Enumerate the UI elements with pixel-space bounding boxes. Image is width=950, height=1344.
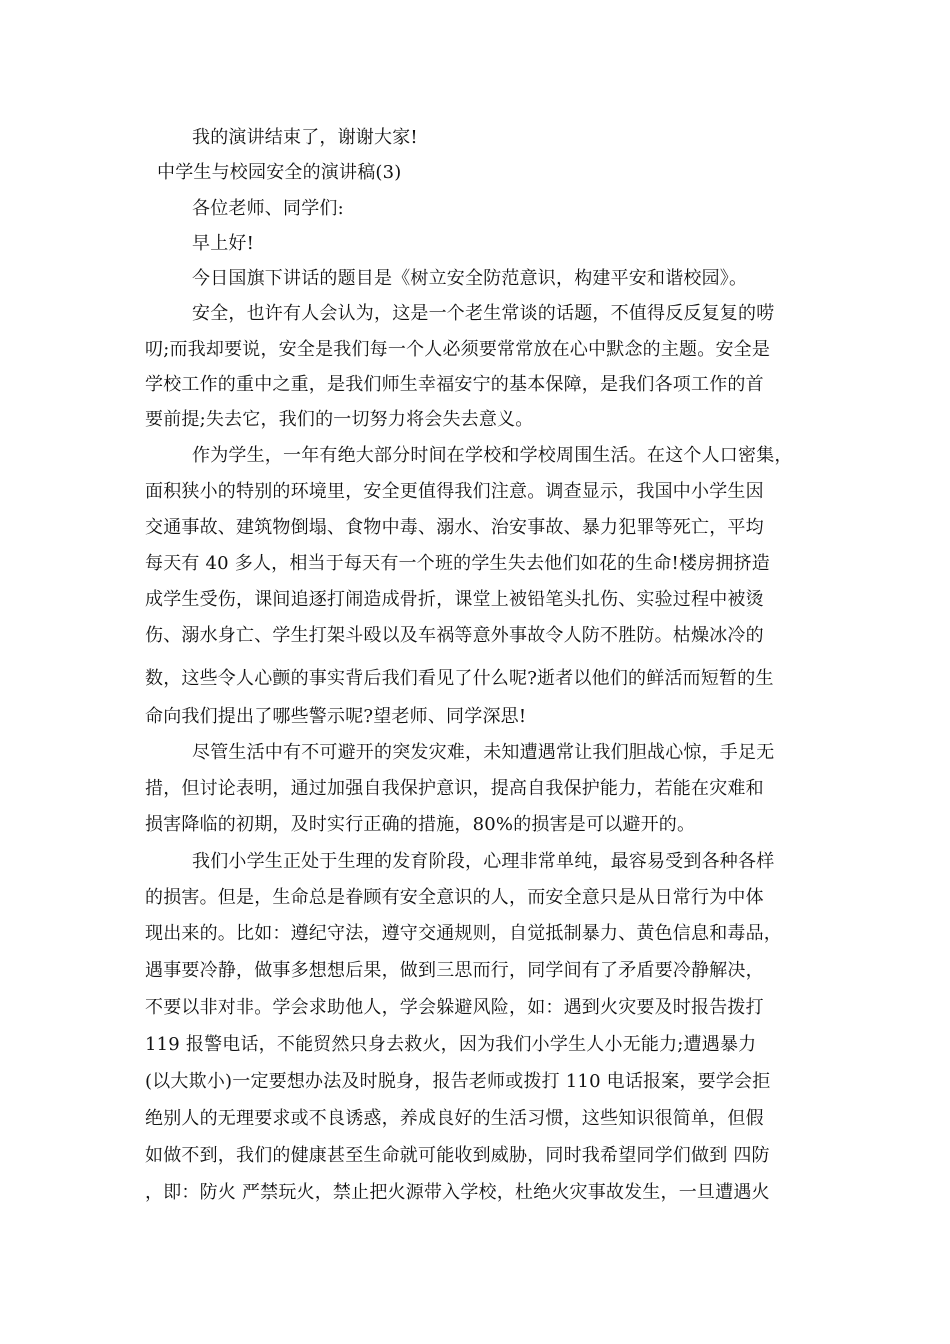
paragraph-line: ，即：防火 严禁玩火，禁止把火源带入学校，杜绝火灾事故发生，一旦遭遇火: [145, 1182, 770, 1203]
paragraph-line: 交通事故、建筑物倒塌、食物中毒、溺水、治安事故、暴力犯罪等死亡，平均: [145, 517, 764, 538]
paragraph-line: 如做不到，我们的健康甚至生命就可能收到威胁，同时我希望同学们做到 四防: [145, 1145, 770, 1166]
paragraph-line: 的损害。但是，生命总是眷顾有安全意识的人，而安全意只是从日常行为中体: [145, 887, 764, 908]
paragraph-line: 成学生受伤，课间追逐打闹造成骨折，课堂上被铅笔头扎伤、实验过程中被烫: [145, 589, 764, 610]
paragraph-line: 安全，也许有人会认为，这是一个老生常谈的话题，不值得反反复复的唠: [192, 303, 775, 324]
paragraph-line: 损害降临的初期，及时实行正确的措施，80%的损害是可以避开的。: [145, 814, 696, 835]
paragraph-line: 我们小学生正处于生理的发育阶段，心理非常单纯，最容易受到各种各样: [192, 851, 775, 872]
paragraph-line: 每天有 40 多人，相当于每天有一个班的学生失去他们如花的生命!楼房拥挤造: [145, 553, 770, 574]
paragraph-line: 遇事要冷静，做事多想想后果，做到三思而行，同学间有了矛盾要冷静解决，: [145, 960, 764, 981]
paragraph-line: 措，但讨论表明，通过加强自我保护意识，提高自我保护能力，若能在灾难和: [145, 778, 764, 799]
document-heading: 中学生与校园安全的演讲稿(3): [157, 162, 402, 183]
speech-topic-line: 今日国旗下讲话的题目是《树立安全防范意识，构建平安和谐校园》。: [192, 268, 748, 289]
paragraph-line: (以大欺小)一定要想办法及时脱身，报告老师或拨打 110 电话报案，要学会拒: [145, 1071, 771, 1092]
paragraph-line: 命向我们提出了哪些警示呢?望老师、同学深思!: [145, 706, 527, 727]
paragraph-line: 叨;而我却要说，安全是我们每一个人必须要常常放在心中默念的主题。安全是: [145, 339, 771, 360]
paragraph-line: 不要以非对非。学会求助他人，学会躲避风险，如：遇到火灾要及时报告拨打: [145, 997, 764, 1018]
paragraph-line: 面积狭小的特别的环境里，安全更值得我们注意。调查显示，我国中小学生因: [145, 481, 764, 502]
paragraph-line: 学校工作的重中之重，是我们师生幸福安宁的基本保障，是我们各项工作的首: [145, 374, 764, 395]
paragraph-line: 数，这些令人心颤的事实背后我们看见了什么呢?逝者以他们的鲜活而短暂的生: [145, 668, 774, 689]
greeting-line: 早上好!: [192, 233, 255, 254]
closing-line: 我的演讲结束了，谢谢大家!: [192, 127, 418, 148]
paragraph-line: 现出来的。比如：遵纪守法，遵守交通规则，自觉抵制暴力、黄色信息和毒品，: [145, 923, 782, 944]
paragraph-line: 伤、溺水身亡、学生打架斗殴以及车祸等意外事故令人防不胜防。枯燥冰冷的: [145, 625, 764, 646]
salutation-line: 各位老师、同学们:: [192, 198, 344, 219]
paragraph-line: 绝别人的无理要求或不良诱惑，养成良好的生活习惯，这些知识很简单，但假: [145, 1108, 764, 1129]
paragraph-line: 要前提;失去它，我们的一切努力将会失去意义。: [145, 409, 534, 430]
paragraph-line: 作为学生，一年有绝大部分时间在学校和学校周围生活。在这个人口密集，: [192, 445, 793, 466]
paragraph-line: 119 报警电话，不能贸然只身去救火，因为我们小学生人小无能力;遭遇暴力: [145, 1034, 757, 1055]
paragraph-line: 尽管生活中有不可避开的突发灾难，未知遭遇常让我们胆战心惊，手足无: [192, 742, 775, 763]
